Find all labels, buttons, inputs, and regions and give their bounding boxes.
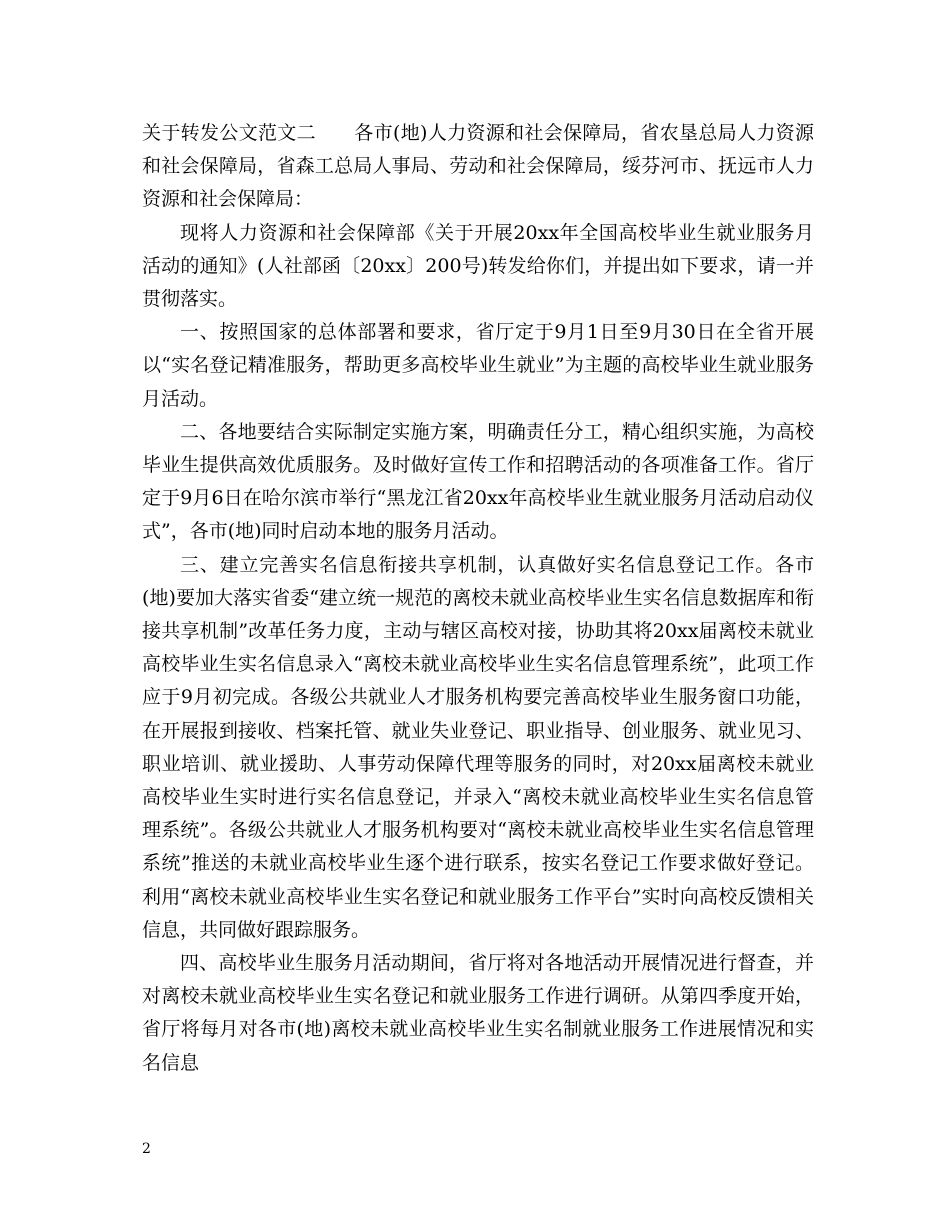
document-body xyxy=(142,117,814,1080)
salutation-paragraph xyxy=(142,117,814,217)
salutation-text: 各市(地)人力资源和社会保障局，省农垦总局人力资源和社会保障局，省森工总局人事局、劳动和社会保障局，绥芬河市、抚远市人力资源和社会保障局： xyxy=(142,122,814,211)
page-number: 2 xyxy=(142,1141,151,1157)
intro-paragraph: 现将人力资源和社会保障部《关于开展20xx年全国高校毕业生就业服务月活动的通知》(人社部函〔20xx〕200号)转发给你们，并提出如下要求，请一并贯彻落实。 xyxy=(142,221,814,311)
document-title: 关于转发公文范文二 xyxy=(142,122,316,144)
item-one-paragraph: 一、按照国家的总体部署和要求，省厅定于9月1日至9月30日在全省开展以“实名登记精准服务，帮助更多高校毕业生就业”为主题的高校毕业生就业服务月活动。 xyxy=(142,321,814,410)
item-three-paragraph: 三、建立完善实名信息衔接共享机制，认真做好实名信息登记工作。各市(地)要加大落实省委“建立统一规范的离校未就业高校毕业生实名信息数据库和衔接共享机制”改革任务力度，主动与辖区高校对接，协助其将20xx届离校未就业高校毕业生实名信息录入“离校未就业高校毕业生实名信息管理系统”，此项工作应于9月初完成。各级公共就业人才服务机构要完善高校毕业生服务窗口功能，在开展报到接收、档案托管、就业失业登记、职业指导、创业服务、就业见习、职业培训、就业援助、人事劳动保障代理等服务的同时，对20xx届离校未就业高校毕业生实时进行实名信息登记，并录入“离校未就业高校毕业生实名信息管理系统”。各级公共就业人才服务机构要对“离校未就业高校毕业生实名信息管理系统”推送的未就业高校毕业生逐个进行联系，按实名登记工作要求做好登记。利用“离校未就业高校毕业生实名登记和就业服务工作平台”实时向高校反馈相关信息，共同做好跟踪服务。 xyxy=(142,553,814,941)
item-two-paragraph: 二、各地要结合实际制定实施方案，明确责任分工，精心组织实施，为高校毕业生提供高效优质服务。及时做好宣传工作和招聘活动的各项准备工作。省厅定于9月6日在哈尔滨市举行“黑龙江省20xx年高校毕业生就业服务月活动启动仪式”，各市(地)同时启动本地的服务月活动。 xyxy=(142,420,814,543)
item-four-paragraph: 四、高校毕业生服务月活动期间，省厅将对各地活动开展情况进行督查，并对离校未就业高校毕业生实名登记和就业服务工作进行调研。从第四季度开始，省厅将每月对各市(地)离校未就业高校毕业生实名制就业服务工作进展情况和实名信息 xyxy=(142,952,814,1074)
